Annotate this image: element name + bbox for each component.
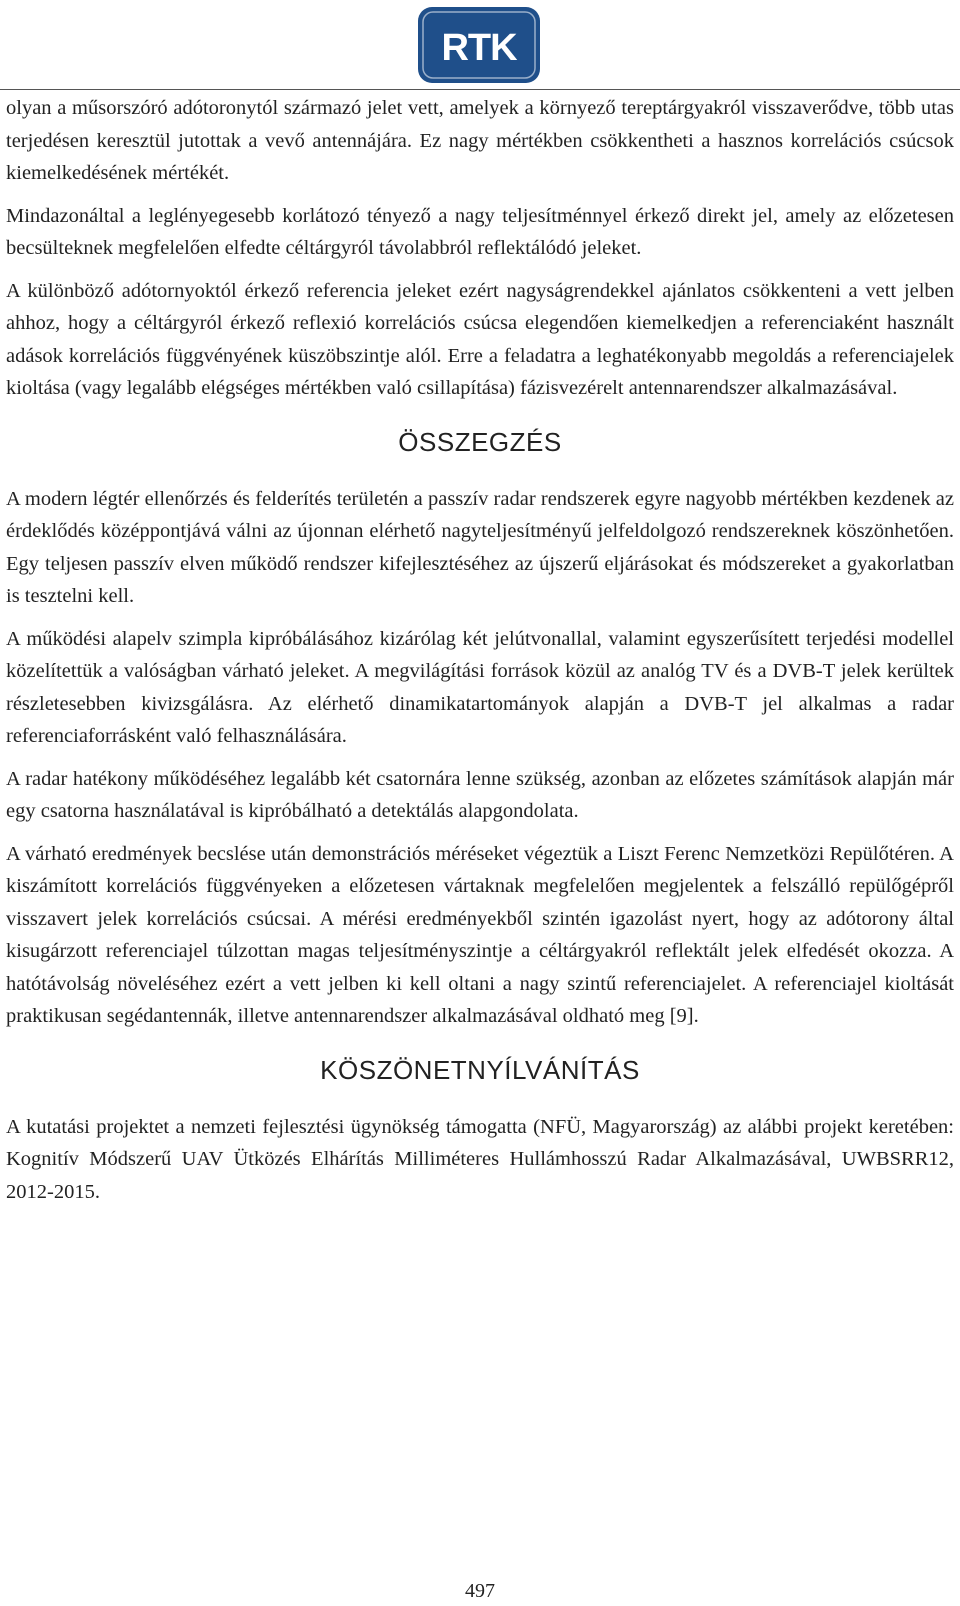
summary-paragraph-3: A radar hatékony működéséhez legalább két csatornára lenne szükség, azonban az előzetes számítások alapján már egy csatorna használatával is kipróbálható a detektálás alapgondolata. bbox=[6, 767, 954, 822]
paragraph-1: olyan a műsorszóró adótoronytól származó jelet vett, amelyek a környező tereptárgyakról visszaverődve, több utas terjedésen keresztül jutottak a vevő antennájára. Ez nagy mértékben csökkentheti a hasznos korrelációs csúcsok kiemelkedésének mértékét. bbox=[6, 97, 954, 184]
summary-paragraph-4: A várható eredmények becslése után demonstrációs méréseket végeztük a Liszt Ferenc Nemzetközi Repülőtéren. A kiszámított korrelációs függvényeken a előzetesen vártaknak megfelelően megjelentek a felszálló repülőgépről visszavert jelek korrelációs csúcsai. A mérési eredményekből szintén igazolást nyert, hogy az adótorony által kisugárzott referenciajel túlzottan magas teljesítményszintje a céltárgyakról reflektált jelek elfedését okozza. A hatótávolság növeléséhez ezért a vett jelben ki kell oltani a nagy szintű referenciajelet. A referenciajel kioltását praktikusan segédantennák, illetve antennarendszer alkalmazásával oldható meg [9]. bbox=[6, 842, 954, 1027]
summary-paragraph-2: A működési alapelv szimpla kipróbálásához kizárólag két jelútvonallal, valamint egyszerűsített terjedési modellel közelítettük a valóságban várható jeleket. A megvilágítási források közül az analóg TV és a DVB-T jelek kerültek részletesebben kivizsgálásra. Az elérhető dinamikatartományok alapján a DVB-T jel alkalmas a radar referenciaforrásként való felhasználására. bbox=[6, 627, 954, 747]
summary-paragraph-1: A modern légtér ellenőrzés és felderítés területén a passzív radar rendszerek egyre nagyobb mértékben kezdenek az érdeklődés középpontjává válni az újonnan elérhető nagyteljesítményű jelfeldolgozó rendszereknek köszönhetően. Egy teljesen passzív elven működő rendszer kifejlesztéséhez az újszerű eljárásokat és módszereket a gyakorlatban is tesztelni kell. bbox=[6, 487, 954, 607]
main-text bbox=[6, 92, 954, 1218]
summary-heading: ÖSSZEGZÉS bbox=[398, 426, 562, 457]
logo-text: RTK bbox=[441, 27, 517, 69]
header-rule bbox=[0, 89, 960, 90]
paragraph-2: Mindazonáltal a leglényegesebb korlátozó tényező a nagy teljesítménnyel érkező direkt jel, amely az előzetesen becsülteknek megfelelően elfedte céltárgyról távolabbról reflektálódó jeleket. bbox=[6, 204, 954, 259]
acknowledgement-paragraph: A kutatási projektet a nemzeti fejlesztési ügynökség támogatta (NFÜ, Magyarország) az alábbi projekt keretében: Kognitív Módszerű UAV Ütközés Elhárítás Milliméteres Hullámhosszú Radar Alkalmazásával, UWBSRR12, 2012-2015. bbox=[6, 1115, 954, 1203]
acknowledgement-heading: KÖSZÖNETNYÍLVÁNÍTÁS bbox=[320, 1054, 640, 1085]
rtk-logo bbox=[417, 6, 541, 84]
page-number: 497 bbox=[465, 1580, 495, 1602]
paragraph-3: A különböző adótornyoktól érkező referencia jeleket ezért nagyságrendekkel ajánlatos csökkenteni a vett jelben ahhoz, hogy a céltárgyról érkező reflexió korrelációs csúcsa elegendően kiemelkedjen a referenciaként használt adások korrelációs függvényének küszöbszintje alól. Erre a feladatra a leghatékonyabb megoldás a referenciajelek kioltása (vagy legalább elégséges mértékben való csillapítása) fázisvezérelt antennarendszer alkalmazásával. bbox=[6, 279, 954, 399]
